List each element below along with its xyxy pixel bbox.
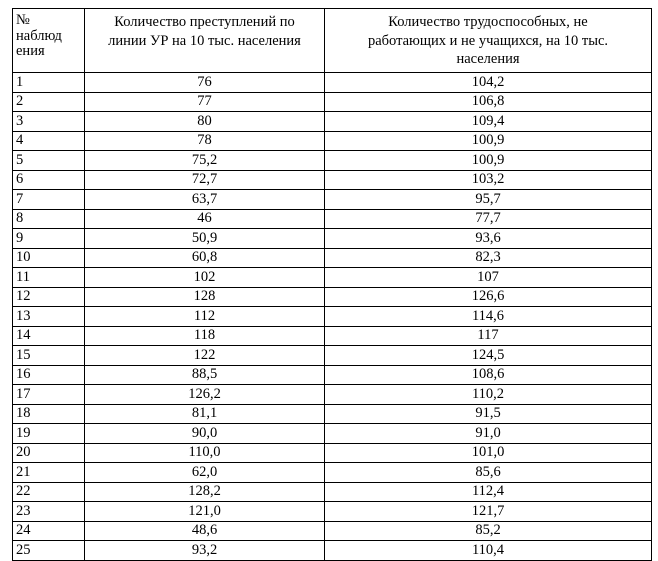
header-line: Количество трудоспособных, не (388, 14, 588, 30)
crimes-cell: 76 (85, 73, 325, 93)
header-crimes (85, 9, 325, 73)
crimes-cell: 63,7 (85, 190, 325, 210)
table-row (13, 190, 652, 210)
header-row (13, 9, 652, 73)
crimes-cell: 110,0 (85, 443, 325, 463)
table-row (13, 385, 652, 405)
table-row (13, 502, 652, 522)
crimes-cell: 121,0 (85, 502, 325, 522)
header-unemployed (325, 9, 652, 73)
table-row (13, 463, 652, 483)
observation-number-cell: 11 (13, 268, 85, 288)
crimes-cell: 118 (85, 326, 325, 346)
header-line: № (16, 12, 30, 28)
table-row (13, 346, 652, 366)
crimes-cell: 93,2 (85, 541, 325, 561)
observation-number-cell: 10 (13, 248, 85, 268)
table-row (13, 92, 652, 112)
unemployed-cell: 103,2 (325, 170, 652, 190)
observation-number-cell: 4 (13, 131, 85, 151)
crimes-cell: 60,8 (85, 248, 325, 268)
observation-number-cell: 16 (13, 365, 85, 385)
unemployed-cell: 77,7 (325, 209, 652, 229)
unemployed-cell: 95,7 (325, 190, 652, 210)
unemployed-cell: 100,9 (325, 131, 652, 151)
unemployed-cell: 121,7 (325, 502, 652, 522)
table-row (13, 482, 652, 502)
observation-number-cell: 5 (13, 151, 85, 171)
table-row (13, 521, 652, 541)
crimes-cell: 112 (85, 307, 325, 327)
crimes-cell: 48,6 (85, 521, 325, 541)
table-row (13, 424, 652, 444)
unemployed-cell: 108,6 (325, 365, 652, 385)
unemployed-cell: 93,6 (325, 229, 652, 249)
unemployed-cell: 124,5 (325, 346, 652, 366)
observation-number-cell: 24 (13, 521, 85, 541)
table-row (13, 170, 652, 190)
table-row (13, 307, 652, 327)
crimes-cell: 62,0 (85, 463, 325, 483)
crimes-cell: 75,2 (85, 151, 325, 171)
header-line: наблюд (16, 27, 62, 44)
table-body (13, 73, 652, 561)
crimes-cell: 122 (85, 346, 325, 366)
unemployed-cell: 91,5 (325, 404, 652, 424)
table-row (13, 365, 652, 385)
unemployed-cell: 82,3 (325, 248, 652, 268)
crimes-cell: 128,2 (85, 482, 325, 502)
crimes-cell: 102 (85, 268, 325, 288)
crimes-cell: 126,2 (85, 385, 325, 405)
crimes-cell: 128 (85, 287, 325, 307)
table-row (13, 209, 652, 229)
unemployed-cell: 91,0 (325, 424, 652, 444)
table-row (13, 541, 652, 561)
observation-number-cell: 25 (13, 541, 85, 561)
table-row (13, 268, 652, 288)
crimes-cell: 77 (85, 92, 325, 112)
table-row (13, 229, 652, 249)
crimes-cell: 88,5 (85, 365, 325, 385)
header-line: Количество преступлений по (114, 14, 295, 30)
crimes-cell: 50,9 (85, 229, 325, 249)
unemployed-cell: 114,6 (325, 307, 652, 327)
observation-number-cell: 7 (13, 190, 85, 210)
observation-number-cell: 14 (13, 326, 85, 346)
header-line: населения (456, 51, 520, 67)
observation-number-cell: 3 (13, 112, 85, 132)
unemployed-cell: 100,9 (325, 151, 652, 171)
observation-number-cell: 9 (13, 229, 85, 249)
table-row (13, 151, 652, 171)
unemployed-cell: 107 (325, 268, 652, 288)
observation-number-cell: 18 (13, 404, 85, 424)
unemployed-cell: 104,2 (325, 73, 652, 93)
table-row (13, 248, 652, 268)
observation-number-cell: 12 (13, 287, 85, 307)
observation-number-cell: 13 (13, 307, 85, 327)
table-row (13, 112, 652, 132)
table-row (13, 443, 652, 463)
crimes-cell: 81,1 (85, 404, 325, 424)
table-row (13, 131, 652, 151)
observation-number-cell: 6 (13, 170, 85, 190)
unemployed-cell: 126,6 (325, 287, 652, 307)
crimes-cell: 90,0 (85, 424, 325, 444)
unemployed-cell: 110,4 (325, 541, 652, 561)
header-observation-number (13, 9, 85, 73)
header-line: ения (16, 43, 45, 59)
table-header (13, 9, 652, 73)
header-line: линии УР на 10 тыс. населения (108, 32, 301, 49)
unemployed-cell: 110,2 (325, 385, 652, 405)
unemployed-cell: 112,4 (325, 482, 652, 502)
observation-number-cell: 15 (13, 346, 85, 366)
crimes-cell: 46 (85, 209, 325, 229)
unemployed-cell: 85,2 (325, 521, 652, 541)
observation-number-cell: 8 (13, 209, 85, 229)
unemployed-cell: 106,8 (325, 92, 652, 112)
table-row (13, 326, 652, 346)
observation-number-cell: 2 (13, 92, 85, 112)
crimes-cell: 80 (85, 112, 325, 132)
observation-number-cell: 23 (13, 502, 85, 522)
observation-number-cell: 20 (13, 443, 85, 463)
table-row (13, 287, 652, 307)
observation-number-cell: 17 (13, 385, 85, 405)
table-row (13, 404, 652, 424)
data-table (12, 8, 652, 561)
unemployed-cell: 85,6 (325, 463, 652, 483)
unemployed-cell: 109,4 (325, 112, 652, 132)
crimes-cell: 78 (85, 131, 325, 151)
observation-number-cell: 21 (13, 463, 85, 483)
table-row (13, 73, 652, 93)
observation-number-cell: 22 (13, 482, 85, 502)
observation-number-cell: 1 (13, 73, 85, 93)
crimes-cell: 72,7 (85, 170, 325, 190)
unemployed-cell: 117 (325, 326, 652, 346)
header-line: работающих и не учащихся, на 10 тыс. (367, 32, 609, 49)
observation-number-cell: 19 (13, 424, 85, 444)
unemployed-cell: 101,0 (325, 443, 652, 463)
